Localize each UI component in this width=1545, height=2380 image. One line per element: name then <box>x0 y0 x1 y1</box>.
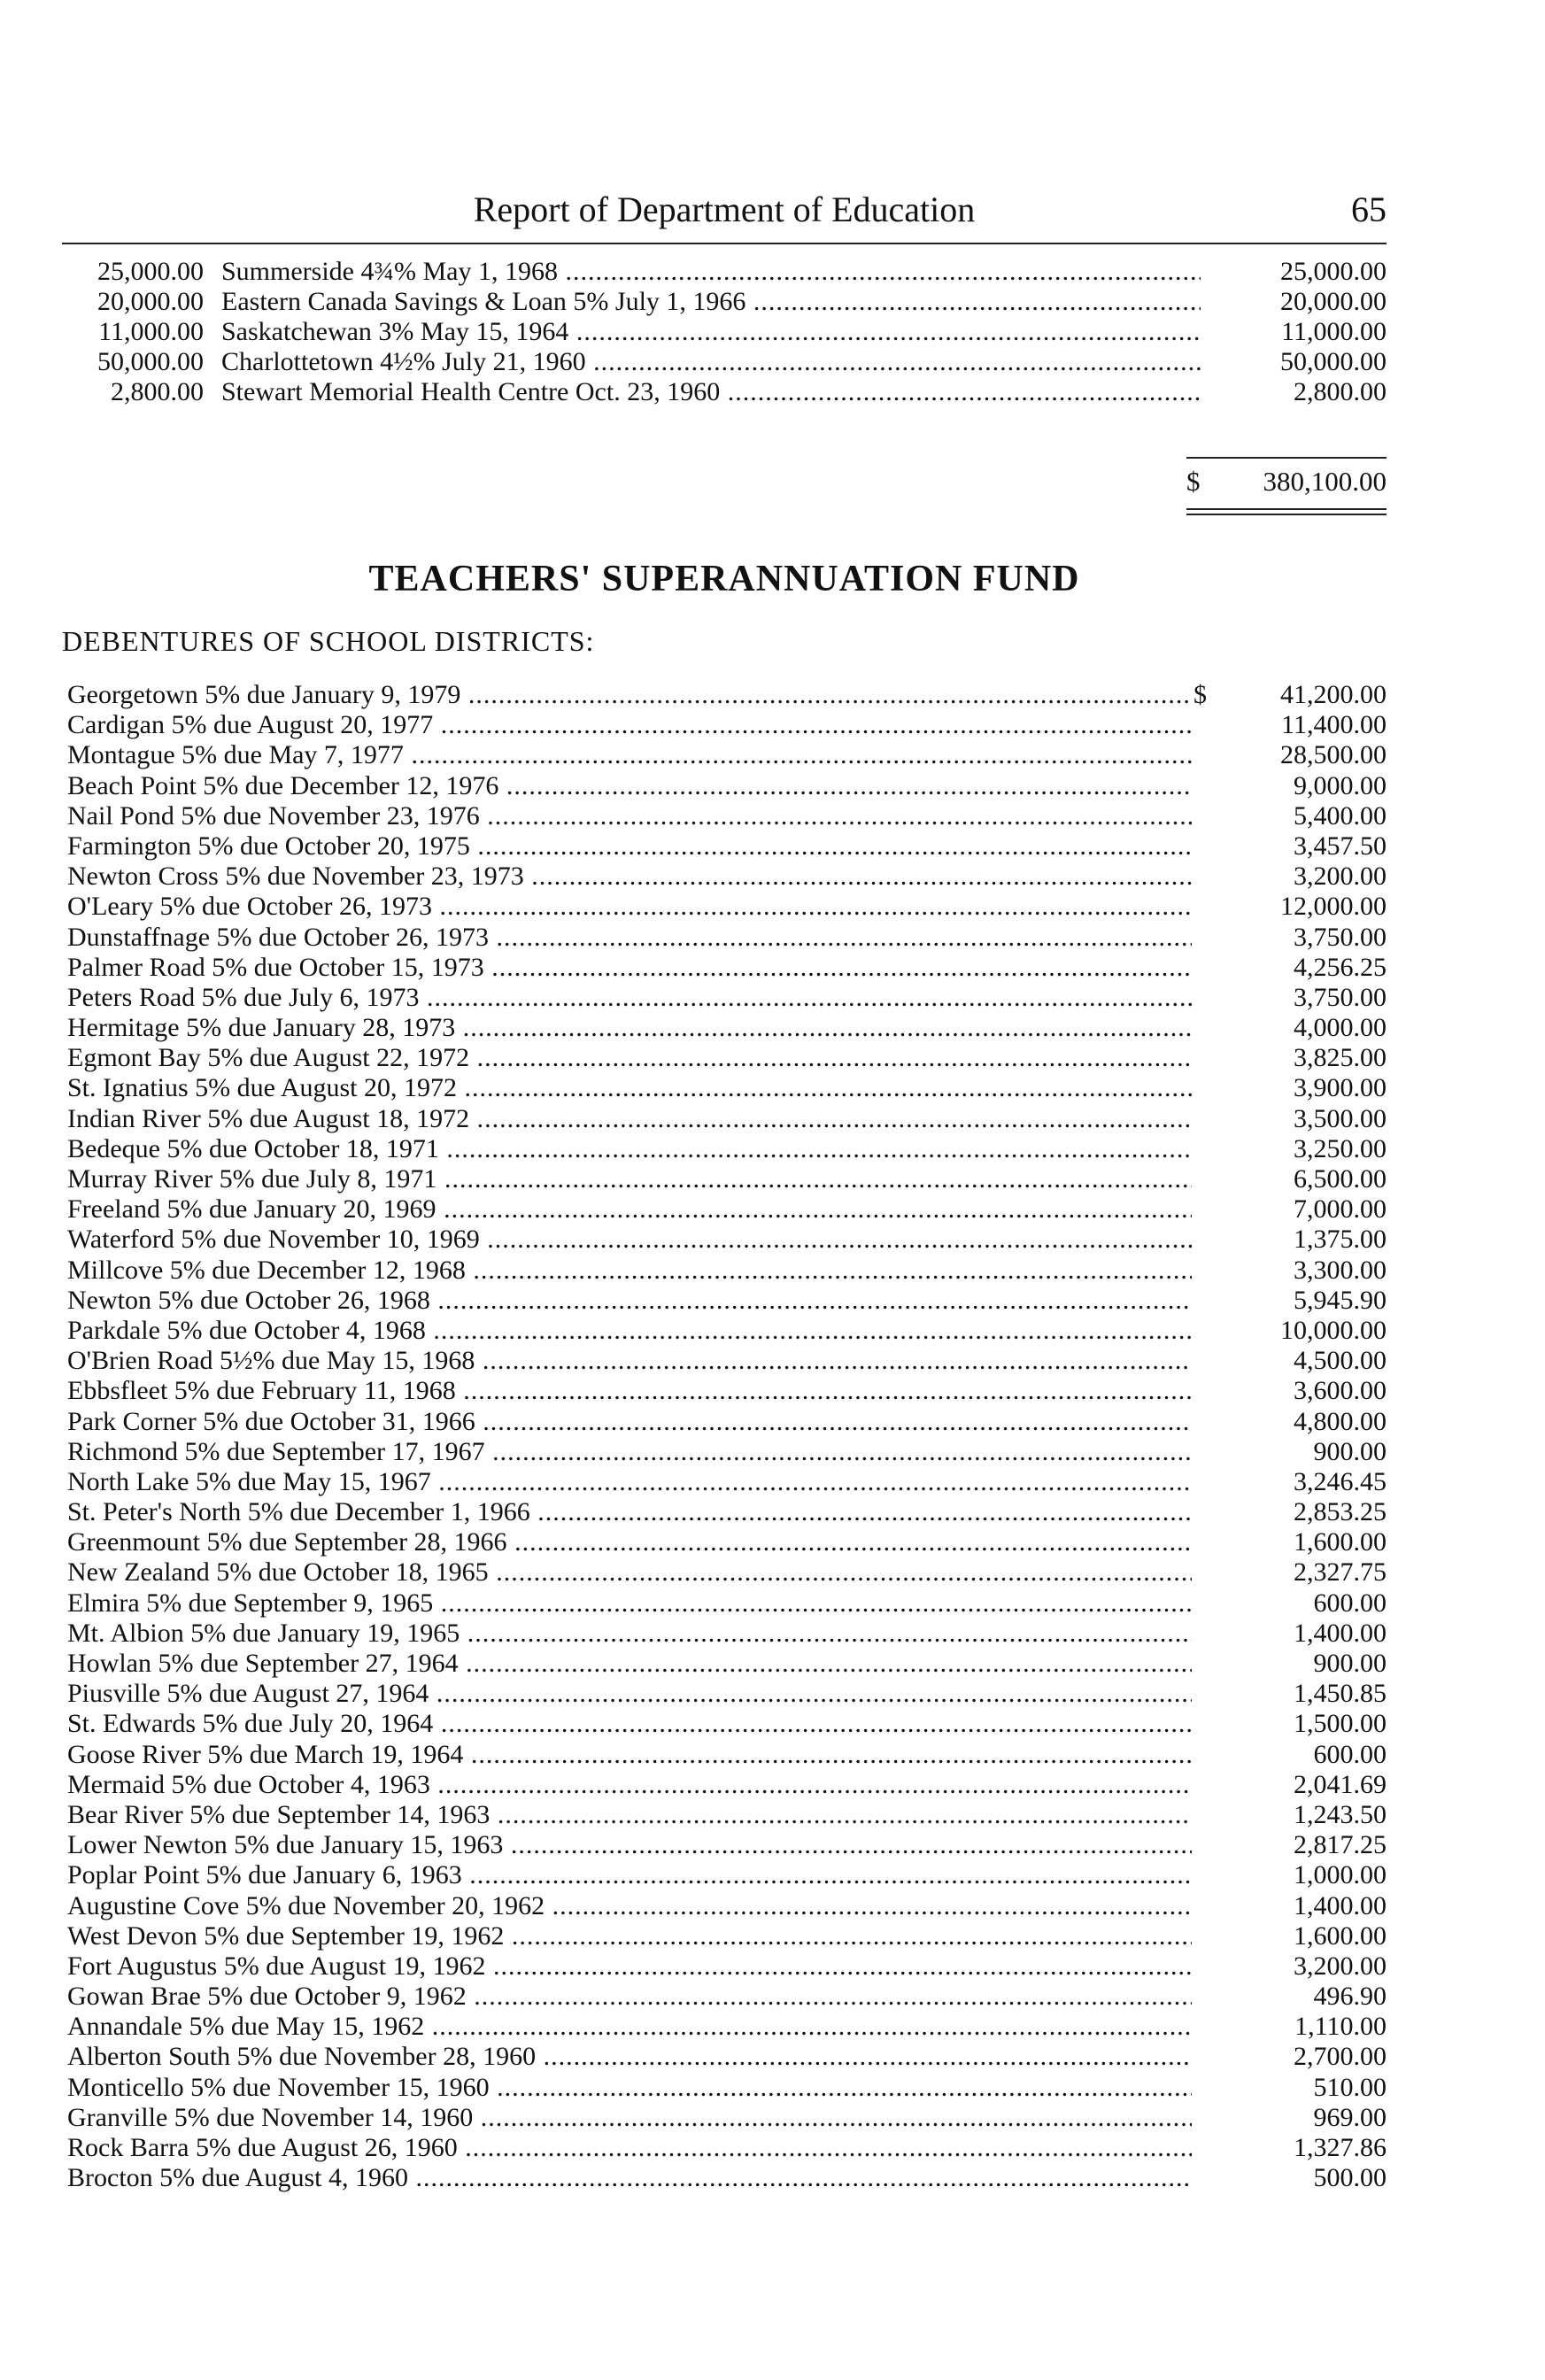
debenture-description: Murray River 5% due July 8, 1971 ..... <box>67 1164 1192 1194</box>
debenture-row <box>67 1467 1387 1497</box>
debenture-description: Piusville 5% due August 27, 1964 ..... <box>67 1679 1192 1709</box>
debenture-description: Indian River 5% due August 18, 1972 ..... <box>67 1104 1192 1134</box>
investment-description: Eastern Canada Savings & Loan 5% July 1, 1966 ..... <box>221 287 1201 317</box>
debenture-row <box>67 1164 1387 1194</box>
debenture-amount: 28,500.00 <box>1280 740 1387 770</box>
debenture-row <box>67 1134 1387 1164</box>
debenture-amount: 3,300.00 <box>1294 1255 1387 1285</box>
debenture-row <box>67 1740 1387 1770</box>
debenture-row <box>67 2103 1387 2133</box>
debenture-amount: 41,200.00 <box>1280 680 1387 709</box>
debenture-description: Mermaid 5% due October 4, 1963 ..... <box>67 1770 1192 1800</box>
debenture-amount: 2,817.25 <box>1294 1830 1387 1860</box>
debenture-amount: 4,800.00 <box>1294 1406 1387 1436</box>
debenture-amount: 2,327.75 <box>1294 1557 1387 1588</box>
debenture-description: Freeland 5% due January 20, 1969 ..... <box>67 1194 1192 1225</box>
debenture-row <box>67 862 1387 892</box>
debenture-row <box>67 1346 1387 1376</box>
debenture-amount: 600.00 <box>1313 1588 1387 1618</box>
debenture-amount: 1,327.86 <box>1294 2133 1387 2162</box>
debenture-amount: 6,500.00 <box>1294 1164 1387 1194</box>
debenture-description: O'Brien Road 5½% due May 15, 1968 ..... <box>67 1346 1192 1376</box>
debenture-amount: 4,500.00 <box>1294 1346 1387 1376</box>
debenture-amount: 3,750.00 <box>1294 982 1387 1012</box>
debenture-description: Poplar Point 5% due January 6, 1963 ..... <box>67 1860 1192 1890</box>
debenture-description: Beach Point 5% due December 12, 1976 ..... <box>67 771 1192 801</box>
investment-row <box>62 317 1387 347</box>
debenture-amount: 900.00 <box>1313 1436 1387 1466</box>
debenture-description: Egmont Bay 5% due August 22, 1972 ..... <box>67 1043 1192 1073</box>
debenture-row <box>67 1891 1387 1921</box>
debenture-row <box>67 1649 1387 1679</box>
debenture-description: Granville 5% due November 14, 1960 ..... <box>67 2103 1192 2133</box>
debenture-row <box>67 1982 1387 2012</box>
debenture-amount: 12,000.00 <box>1280 892 1387 922</box>
investment-description: Charlottetown 4½% July 21, 1960 ..... <box>221 347 1201 377</box>
debenture-amount: 1,450.85 <box>1294 1679 1387 1709</box>
debenture-amount: 9,000.00 <box>1294 770 1387 800</box>
debenture-description: Newton Cross 5% due November 23, 1973 ..... <box>67 862 1192 892</box>
debenture-row <box>67 680 1387 710</box>
investment-amount-right: 2,800.00 <box>1294 377 1387 406</box>
debenture-row <box>67 710 1387 740</box>
debenture-description: North Lake 5% due May 15, 1967 ..... <box>67 1467 1192 1497</box>
total-double-rule <box>1186 508 1387 515</box>
investment-amount-left: 50,000.00 <box>97 347 204 376</box>
debenture-row <box>67 831 1387 862</box>
debenture-row <box>67 1921 1387 1951</box>
debenture-row <box>67 1407 1387 1437</box>
debenture-description: Park Corner 5% due October 31, 1966 ..... <box>67 1407 1192 1437</box>
debenture-description: Newton 5% due October 26, 1968 ..... <box>67 1286 1192 1316</box>
debenture-row <box>67 1497 1387 1527</box>
investment-amount-right: 20,000.00 <box>1280 287 1387 316</box>
debenture-amount: 3,457.50 <box>1294 831 1387 861</box>
debenture-row <box>67 1376 1387 1406</box>
debenture-amount: 1,600.00 <box>1294 1527 1387 1557</box>
debenture-description: Waterford 5% due November 10, 1969 ..... <box>67 1225 1192 1255</box>
total-line <box>1186 464 1387 499</box>
debenture-description: Bear River 5% due September 14, 1963 ..... <box>67 1800 1192 1830</box>
debenture-amount: 2,853.25 <box>1294 1497 1387 1527</box>
debenture-amount: 2,041.69 <box>1294 1769 1387 1799</box>
debenture-description: Annandale 5% due May 15, 1962 ..... <box>67 2012 1192 2042</box>
debenture-amount: 1,000.00 <box>1294 1860 1387 1890</box>
debenture-amount: 3,750.00 <box>1294 922 1387 952</box>
debenture-row <box>67 1679 1387 1709</box>
debenture-row <box>67 1073 1387 1103</box>
debenture-amount: 510.00 <box>1313 2072 1387 2102</box>
debenture-amount: 7,000.00 <box>1294 1194 1387 1225</box>
debenture-row <box>67 1588 1387 1619</box>
debenture-row <box>67 771 1387 801</box>
investments-list <box>62 257 1387 407</box>
debenture-amount: 4,256.25 <box>1294 952 1387 982</box>
debenture-row <box>67 953 1387 983</box>
debenture-description: Alberton South 5% due November 28, 1960 ..... <box>67 2042 1192 2072</box>
debenture-description: Richmond 5% due September 17, 1967 ..... <box>67 1437 1192 1467</box>
debenture-amount: 969.00 <box>1313 2102 1387 2132</box>
debenture-description: Farmington 5% due October 20, 1975 ..... <box>67 831 1192 862</box>
investment-row <box>62 287 1387 317</box>
debenture-amount: 496.90 <box>1313 1982 1387 2012</box>
debentures-list <box>67 680 1387 2193</box>
debenture-row <box>67 2133 1387 2163</box>
debenture-row <box>67 1619 1387 1649</box>
investment-amount-left: 20,000.00 <box>97 287 204 316</box>
debenture-amount: 10,000.00 <box>1280 1315 1387 1345</box>
debenture-row <box>67 1830 1387 1860</box>
investment-amount-left: 25,000.00 <box>97 257 204 286</box>
debenture-amount: 1,110.00 <box>1294 2012 1387 2042</box>
debenture-description: Georgetown 5% due January 9, 1979 ..... <box>67 680 1192 710</box>
debenture-row <box>67 1286 1387 1316</box>
debenture-amount: 3,250.00 <box>1294 1133 1387 1163</box>
debenture-amount: 3,600.00 <box>1294 1376 1387 1406</box>
debenture-row <box>67 2163 1387 2193</box>
debenture-description: Dunstaffnage 5% due October 26, 1973 ..... <box>67 923 1192 953</box>
page-number: 65 <box>1351 189 1387 229</box>
debenture-description: Goose River 5% due March 19, 1964 ..... <box>67 1740 1192 1770</box>
debenture-currency: $ <box>1194 680 1207 709</box>
investment-description: Saskatchewan 3% May 15, 1964 ..... <box>221 317 1201 347</box>
debenture-amount: 3,500.00 <box>1294 1103 1387 1133</box>
debenture-description: Greenmount 5% due September 28, 1966 ..... <box>67 1527 1192 1557</box>
debenture-row <box>67 1256 1387 1286</box>
debenture-description: Cardigan 5% due August 20, 1977 ..... <box>67 710 1192 740</box>
debenture-row <box>67 1316 1387 1346</box>
debenture-row <box>67 1225 1387 1255</box>
debenture-description: Hermitage 5% due January 28, 1973 ..... <box>67 1013 1192 1043</box>
debenture-amount: 3,900.00 <box>1294 1073 1387 1103</box>
debenture-row <box>67 983 1387 1013</box>
investment-amount-right: 50,000.00 <box>1280 347 1387 376</box>
debenture-amount: 4,000.00 <box>1294 1013 1387 1043</box>
debenture-amount: 3,200.00 <box>1294 1951 1387 1981</box>
debenture-amount: 1,400.00 <box>1294 1618 1387 1648</box>
debenture-row <box>67 2073 1387 2103</box>
debenture-description: Rock Barra 5% due August 26, 1960 ..... <box>67 2133 1192 2163</box>
investment-row <box>62 347 1387 377</box>
debenture-description: St. Edwards 5% due July 20, 1964 ..... <box>67 1709 1192 1739</box>
header-rule <box>62 243 1387 244</box>
total-currency: $ <box>1186 466 1201 497</box>
debenture-row <box>67 2012 1387 2042</box>
debenture-amount: 900.00 <box>1313 1649 1387 1678</box>
investment-row <box>62 377 1387 407</box>
debenture-description: O'Leary 5% due October 26, 1973 ..... <box>67 892 1192 922</box>
debenture-description: Palmer Road 5% due October 15, 1973 ..... <box>67 953 1192 983</box>
debenture-row <box>67 1860 1387 1890</box>
debenture-amount: 500.00 <box>1313 2163 1387 2193</box>
section-title: TEACHERS' SUPERANNUATION FUND <box>368 559 1080 599</box>
debenture-amount: 3,825.00 <box>1294 1043 1387 1073</box>
debenture-row <box>67 1194 1387 1225</box>
investment-description: Stewart Memorial Health Centre Oct. 23, 1960 ..... <box>221 377 1201 407</box>
section-subheading: DEBENTURES OF SCHOOL DISTRICTS: <box>62 625 595 657</box>
debenture-description: Elmira 5% due September 9, 1965 ..... <box>67 1588 1192 1619</box>
debenture-description: Fort Augustus 5% due August 19, 1962 ..... <box>67 1951 1192 1982</box>
debenture-row <box>67 1709 1387 1739</box>
investment-amount-left: 2,800.00 <box>111 377 204 406</box>
debenture-description: West Devon 5% due September 19, 1962 ..... <box>67 1921 1192 1951</box>
investment-amount-right: 25,000.00 <box>1280 257 1387 286</box>
debenture-amount: 600.00 <box>1313 1739 1387 1769</box>
debenture-amount: 3,200.00 <box>1294 862 1387 892</box>
investment-amount-left: 11,000.00 <box>98 317 204 346</box>
debenture-description: Brocton 5% due August 4, 1960 ..... <box>67 2163 1192 2193</box>
debenture-row <box>67 1043 1387 1073</box>
debenture-row <box>67 1951 1387 1982</box>
investment-description: Summerside 4¾% May 1, 1968 ..... <box>221 257 1201 287</box>
debenture-description: Gowan Brae 5% due October 9, 1962 ..... <box>67 1982 1192 2012</box>
debenture-amount: 3,246.45 <box>1294 1466 1387 1496</box>
debenture-row <box>67 1557 1387 1588</box>
running-title: Report of Department of Education <box>473 189 976 229</box>
debenture-description: St. Ignatius 5% due August 20, 1972 ..... <box>67 1073 1192 1103</box>
debenture-description: Ebbsfleet 5% due February 11, 1968 ..... <box>67 1376 1192 1406</box>
debenture-amount: 1,375.00 <box>1294 1225 1387 1255</box>
debenture-amount: 1,600.00 <box>1294 1920 1387 1951</box>
investment-row <box>62 257 1387 287</box>
debenture-description: Montague 5% due May 7, 1977 ..... <box>67 740 1192 770</box>
total-rule-top <box>1186 457 1387 459</box>
debenture-description: Augustine Cove 5% due November 20, 1962 ..... <box>67 1891 1192 1921</box>
debenture-row <box>67 1437 1387 1467</box>
total-value: 380,100.00 <box>1263 466 1387 497</box>
debenture-description: New Zealand 5% due October 18, 1965 ..... <box>67 1557 1192 1588</box>
debenture-row <box>67 1104 1387 1134</box>
debenture-row <box>67 1013 1387 1043</box>
debenture-amount: 11,400.00 <box>1281 710 1387 740</box>
debenture-description: Howlan 5% due September 27, 1964 ..... <box>67 1649 1192 1679</box>
debenture-description: St. Peter's North 5% due December 1, 1966 ..... <box>67 1497 1192 1527</box>
debenture-row <box>67 801 1387 831</box>
debenture-description: Bedeque 5% due October 18, 1971 ..... <box>67 1134 1192 1164</box>
debenture-amount: 1,400.00 <box>1294 1890 1387 1920</box>
debenture-amount: 2,700.00 <box>1294 2042 1387 2072</box>
debenture-row <box>67 2042 1387 2072</box>
debenture-description: Millcove 5% due December 12, 1968 ..... <box>67 1256 1192 1286</box>
debenture-description: Lower Newton 5% due January 15, 1963 ..... <box>67 1830 1192 1860</box>
debenture-description: Parkdale 5% due October 4, 1968 ..... <box>67 1316 1192 1346</box>
debenture-amount: 1,243.50 <box>1294 1799 1387 1829</box>
debenture-description: Monticello 5% due November 15, 1960 ..... <box>67 2073 1192 2103</box>
debenture-description: Peters Road 5% due July 6, 1973 ..... <box>67 983 1192 1013</box>
debenture-row <box>67 923 1387 953</box>
debenture-description: Nail Pond 5% due November 23, 1976 ..... <box>67 801 1192 831</box>
debenture-description: Mt. Albion 5% due January 19, 1965 ..... <box>67 1619 1192 1649</box>
debenture-row <box>67 740 1387 770</box>
debenture-amount: 5,400.00 <box>1294 800 1387 831</box>
debenture-row <box>67 1800 1387 1830</box>
debenture-row <box>67 1527 1387 1557</box>
debenture-amount: 1,500.00 <box>1294 1709 1387 1739</box>
debenture-row <box>67 892 1387 922</box>
debenture-amount: 5,945.90 <box>1294 1285 1387 1315</box>
debenture-row <box>67 1770 1387 1800</box>
page-header <box>62 188 1387 237</box>
investment-amount-right: 11,000.00 <box>1281 317 1387 346</box>
